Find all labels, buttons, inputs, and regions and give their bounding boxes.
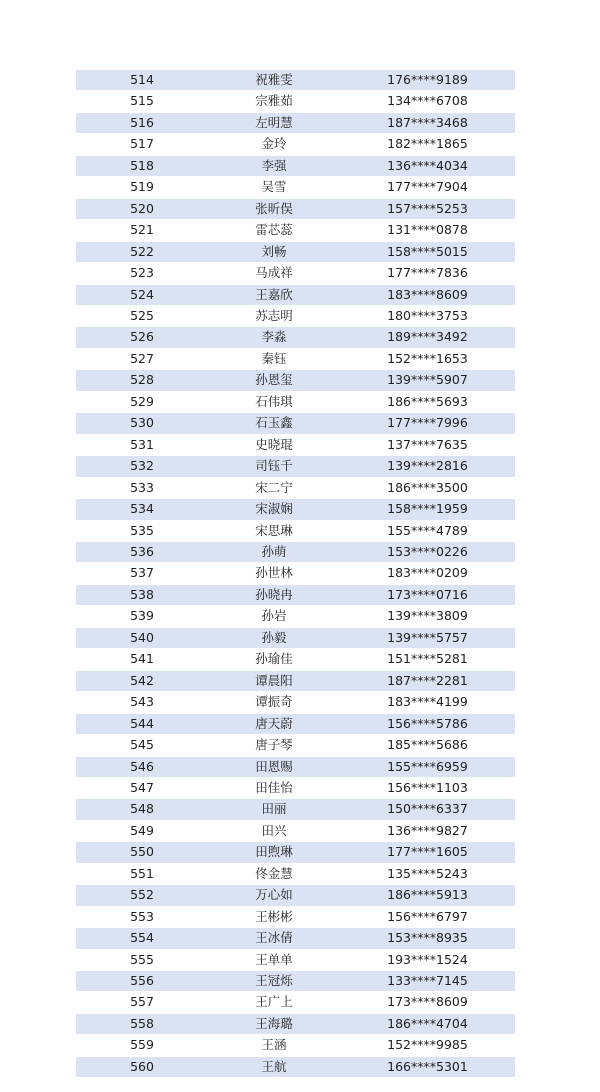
row-phone-cell: 185****5686: [340, 735, 515, 756]
row-number-cell: 545: [76, 735, 208, 756]
table-row: [76, 263, 515, 284]
row-number-cell: 536: [76, 541, 208, 562]
row-number-cell: 554: [76, 928, 208, 949]
row-name-cell: 司钰千: [208, 456, 340, 477]
table-row: [76, 971, 515, 992]
table-row: [76, 949, 515, 970]
row-phone-cell: 173****0716: [340, 584, 515, 605]
table-row: [76, 756, 515, 777]
table-row: [76, 413, 515, 434]
table-row: [76, 928, 515, 949]
row-phone-cell: 152****9985: [340, 1035, 515, 1056]
table-row: [76, 477, 515, 498]
table-row: [76, 220, 515, 241]
row-number-cell: 547: [76, 777, 208, 798]
table-row: [76, 735, 515, 756]
row-phone-cell: 186****4704: [340, 1013, 515, 1034]
row-number-cell: 558: [76, 1013, 208, 1034]
row-phone-cell: 152****1653: [340, 348, 515, 369]
table-row: [76, 777, 515, 798]
row-name-cell: 田兴: [208, 820, 340, 841]
row-name-cell: 宋思琳: [208, 520, 340, 541]
table-row: [76, 1035, 515, 1056]
row-name-cell: 王涵: [208, 1035, 340, 1056]
row-phone-cell: 139****2816: [340, 456, 515, 477]
row-number-cell: 557: [76, 992, 208, 1013]
row-phone-cell: 187****2281: [340, 670, 515, 691]
row-name-cell: 苏志明: [208, 305, 340, 326]
row-number-cell: 551: [76, 863, 208, 884]
table-row: [76, 541, 515, 562]
row-number-cell: 532: [76, 456, 208, 477]
row-name-cell: 王彬彬: [208, 906, 340, 927]
table-row: [76, 391, 515, 412]
table-row: [76, 456, 515, 477]
row-number-cell: 526: [76, 327, 208, 348]
row-number-cell: 553: [76, 906, 208, 927]
table-row: [76, 305, 515, 326]
row-number-cell: 523: [76, 263, 208, 284]
table-row: [76, 906, 515, 927]
row-number-cell: 533: [76, 477, 208, 498]
row-number-cell: 531: [76, 434, 208, 455]
row-number-cell: 522: [76, 241, 208, 262]
row-name-cell: 左明慧: [208, 112, 340, 133]
row-phone-cell: 157****5253: [340, 198, 515, 219]
row-number-cell: 516: [76, 112, 208, 133]
row-phone-cell: 156****6797: [340, 906, 515, 927]
row-phone-cell: 135****5243: [340, 863, 515, 884]
table-row: [76, 606, 515, 627]
table-row: [76, 370, 515, 391]
table-row: [76, 499, 515, 520]
table-row: [76, 820, 515, 841]
table-row: [76, 692, 515, 713]
row-number-cell: 537: [76, 563, 208, 584]
table-row: [76, 177, 515, 198]
row-phone-cell: 158****5015: [340, 241, 515, 262]
row-name-cell: 唐天蔚: [208, 713, 340, 734]
row-name-cell: 万心如: [208, 885, 340, 906]
row-phone-cell: 186****3500: [340, 477, 515, 498]
row-phone-cell: 180****3753: [340, 305, 515, 326]
row-name-cell: 谭振奇: [208, 692, 340, 713]
table-row: [76, 563, 515, 584]
row-name-cell: 石伟琪: [208, 391, 340, 412]
row-name-cell: 李淼: [208, 327, 340, 348]
row-number-cell: 518: [76, 155, 208, 176]
row-number-cell: 555: [76, 949, 208, 970]
table-row: [76, 284, 515, 305]
row-number-cell: 543: [76, 692, 208, 713]
row-name-cell: 王单单: [208, 949, 340, 970]
table-row: [76, 91, 515, 112]
row-name-cell: 祝雅雯: [208, 70, 340, 91]
row-phone-cell: 136****9827: [340, 820, 515, 841]
row-phone-cell: 131****0878: [340, 220, 515, 241]
table-row: [76, 670, 515, 691]
row-phone-cell: 183****8609: [340, 284, 515, 305]
row-number-cell: 530: [76, 413, 208, 434]
row-name-cell: 田煦琳: [208, 842, 340, 863]
row-name-cell: 王嘉欣: [208, 284, 340, 305]
roster-table: [76, 70, 515, 1078]
table-row: [76, 992, 515, 1013]
row-number-cell: 525: [76, 305, 208, 326]
row-phone-cell: 158****1959: [340, 499, 515, 520]
row-number-cell: 559: [76, 1035, 208, 1056]
row-phone-cell: 133****7145: [340, 971, 515, 992]
row-phone-cell: 183****0209: [340, 563, 515, 584]
row-number-cell: 544: [76, 713, 208, 734]
row-name-cell: 马成祥: [208, 263, 340, 284]
row-number-cell: 528: [76, 370, 208, 391]
table-row: [76, 627, 515, 648]
row-name-cell: 王海璐: [208, 1013, 340, 1034]
row-phone-cell: 193****1524: [340, 949, 515, 970]
table-row: [76, 713, 515, 734]
table-row: [76, 112, 515, 133]
row-phone-cell: 137****7635: [340, 434, 515, 455]
row-name-cell: 石玉鑫: [208, 413, 340, 434]
row-name-cell: 李强: [208, 155, 340, 176]
row-name-cell: 宋二宁: [208, 477, 340, 498]
row-name-cell: 史晓琨: [208, 434, 340, 455]
row-name-cell: 秦钰: [208, 348, 340, 369]
row-number-cell: 527: [76, 348, 208, 369]
table-row: [76, 842, 515, 863]
row-phone-cell: 136****4034: [340, 155, 515, 176]
table-row: [76, 327, 515, 348]
table-row: [76, 799, 515, 820]
row-name-cell: 佟金慧: [208, 863, 340, 884]
row-phone-cell: 150****6337: [340, 799, 515, 820]
row-name-cell: 孙毅: [208, 627, 340, 648]
table-row: [76, 885, 515, 906]
row-phone-cell: 177****7996: [340, 413, 515, 434]
row-number-cell: 548: [76, 799, 208, 820]
table-row: [76, 1013, 515, 1034]
row-phone-cell: 189****3492: [340, 327, 515, 348]
table-row: [76, 134, 515, 155]
row-name-cell: 孙瑜佳: [208, 649, 340, 670]
row-number-cell: 534: [76, 499, 208, 520]
row-number-cell: 524: [76, 284, 208, 305]
row-number-cell: 514: [76, 70, 208, 91]
row-phone-cell: 155****4789: [340, 520, 515, 541]
row-phone-cell: 177****7904: [340, 177, 515, 198]
row-number-cell: 515: [76, 91, 208, 112]
row-number-cell: 529: [76, 391, 208, 412]
row-name-cell: 孙岩: [208, 606, 340, 627]
row-phone-cell: 156****1103: [340, 777, 515, 798]
table-row: [76, 434, 515, 455]
row-name-cell: 王航: [208, 1056, 340, 1077]
row-name-cell: 宋淑娴: [208, 499, 340, 520]
row-number-cell: 550: [76, 842, 208, 863]
row-phone-cell: 177****7836: [340, 263, 515, 284]
row-name-cell: 孙晓冉: [208, 584, 340, 605]
table-row: [76, 863, 515, 884]
row-number-cell: 519: [76, 177, 208, 198]
row-phone-cell: 183****4199: [340, 692, 515, 713]
row-phone-cell: 153****0226: [340, 541, 515, 562]
row-name-cell: 王广上: [208, 992, 340, 1013]
row-number-cell: 556: [76, 971, 208, 992]
row-name-cell: 吴雪: [208, 177, 340, 198]
row-name-cell: 张昕俣: [208, 198, 340, 219]
row-phone-cell: 186****5693: [340, 391, 515, 412]
row-phone-cell: 186****5913: [340, 885, 515, 906]
row-name-cell: 孙恩玺: [208, 370, 340, 391]
row-name-cell: 刘畅: [208, 241, 340, 262]
row-number-cell: 517: [76, 134, 208, 155]
row-name-cell: 雷芯蕊: [208, 220, 340, 241]
row-number-cell: 535: [76, 520, 208, 541]
row-name-cell: 唐子琴: [208, 735, 340, 756]
row-name-cell: 田佳怡: [208, 777, 340, 798]
row-number-cell: 540: [76, 627, 208, 648]
row-name-cell: 田恩赐: [208, 756, 340, 777]
row-name-cell: 孙萌: [208, 541, 340, 562]
row-phone-cell: 139****3809: [340, 606, 515, 627]
row-number-cell: 549: [76, 820, 208, 841]
table-row: [76, 520, 515, 541]
table-row: [76, 1056, 515, 1077]
table-row: [76, 348, 515, 369]
row-phone-cell: 156****5786: [340, 713, 515, 734]
row-name-cell: 王冰倩: [208, 928, 340, 949]
row-number-cell: 538: [76, 584, 208, 605]
row-number-cell: 546: [76, 756, 208, 777]
row-phone-cell: 176****9189: [340, 70, 515, 91]
table-row: [76, 241, 515, 262]
row-name-cell: 孙世林: [208, 563, 340, 584]
row-phone-cell: 182****1865: [340, 134, 515, 155]
row-number-cell: 520: [76, 198, 208, 219]
row-number-cell: 541: [76, 649, 208, 670]
table-row: [76, 198, 515, 219]
row-phone-cell: 151****5281: [340, 649, 515, 670]
row-number-cell: 539: [76, 606, 208, 627]
row-name-cell: 谭晨阳: [208, 670, 340, 691]
table-row: [76, 649, 515, 670]
row-number-cell: 560: [76, 1056, 208, 1077]
row-name-cell: 宗雅茹: [208, 91, 340, 112]
row-name-cell: 田丽: [208, 799, 340, 820]
table-row: [76, 155, 515, 176]
row-number-cell: 521: [76, 220, 208, 241]
row-number-cell: 552: [76, 885, 208, 906]
row-phone-cell: 187****3468: [340, 112, 515, 133]
row-phone-cell: 166****5301: [340, 1056, 515, 1077]
row-phone-cell: 139****5757: [340, 627, 515, 648]
row-phone-cell: 153****8935: [340, 928, 515, 949]
row-phone-cell: 173****8609: [340, 992, 515, 1013]
table-row: [76, 70, 515, 91]
roster-table-body: [76, 70, 515, 1078]
row-number-cell: 542: [76, 670, 208, 691]
row-phone-cell: 177****1605: [340, 842, 515, 863]
row-phone-cell: 139****5907: [340, 370, 515, 391]
row-name-cell: 金玲: [208, 134, 340, 155]
row-phone-cell: 155****6959: [340, 756, 515, 777]
row-phone-cell: 134****6708: [340, 91, 515, 112]
row-name-cell: 王冠烁: [208, 971, 340, 992]
table-row: [76, 584, 515, 605]
